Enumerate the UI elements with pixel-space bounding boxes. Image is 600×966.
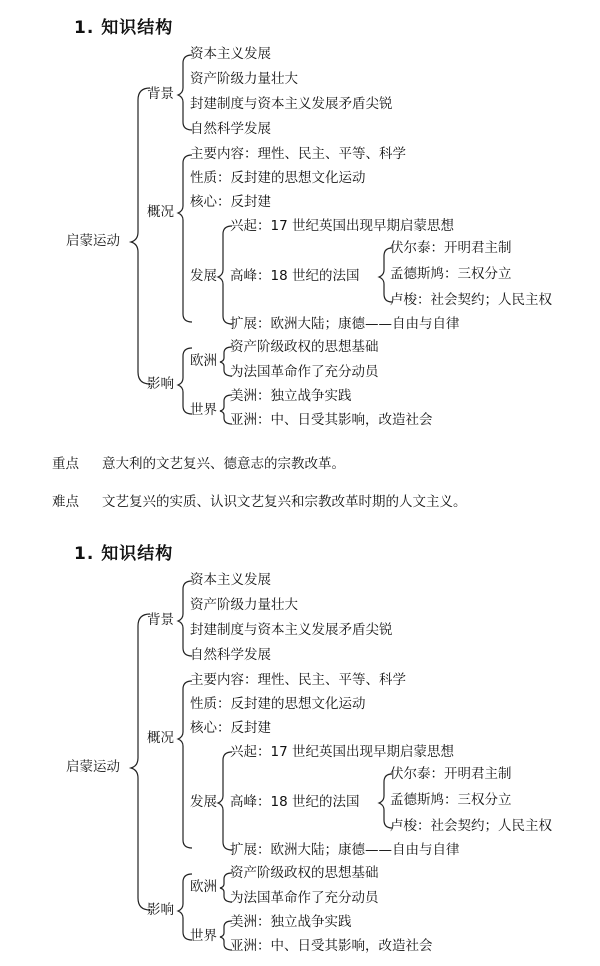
world-label: 世界 xyxy=(190,928,217,944)
root-label: 启蒙运动 xyxy=(66,233,120,249)
development-expand: 扩展：欧洲大陆；康德——自由与自律 xyxy=(230,316,460,332)
peak-item: 孟德斯鸠：三权分立 xyxy=(390,792,512,808)
peak-item: 孟德斯鸠：三权分立 xyxy=(390,266,512,282)
knowledge-structure-diagram-2 xyxy=(0,526,600,954)
development-peak-label: 高峰：18 世纪的法国 xyxy=(230,794,360,810)
europe-item: 为法国革命作了充分动员 xyxy=(230,364,379,380)
development-label: 发展 xyxy=(190,794,217,810)
background-item: 资产阶级力量壮大 xyxy=(190,71,298,87)
background-item: 资产阶级力量壮大 xyxy=(190,597,298,613)
europe-label: 欧洲 xyxy=(190,879,217,895)
development-label: 发展 xyxy=(190,268,217,284)
background-item: 自然科学发展 xyxy=(190,121,271,137)
influence-label: 影响 xyxy=(147,376,174,392)
world-item: 亚洲：中、日受其影响，改造社会 xyxy=(230,938,433,954)
world-label: 世界 xyxy=(190,402,217,418)
overview-item: 主要内容：理性、民主、平等、科学 xyxy=(190,146,406,162)
influence-label: 影响 xyxy=(147,902,174,918)
background-item: 封建制度与资本主义发展矛盾尖锐 xyxy=(190,622,393,638)
development-expand: 扩展：欧洲大陆；康德——自由与自律 xyxy=(230,842,460,858)
background-item: 资本主义发展 xyxy=(190,572,271,588)
bracket-lines xyxy=(0,0,600,420)
world-item: 美洲：独立战争实践 xyxy=(230,388,352,404)
root-label: 启蒙运动 xyxy=(66,759,120,775)
background-item: 资本主义发展 xyxy=(190,46,271,62)
overview-item: 主要内容：理性、民主、平等、科学 xyxy=(190,672,406,688)
europe-label: 欧洲 xyxy=(190,353,217,369)
development-rise: 兴起：17 世纪英国出现早期启蒙思想 xyxy=(230,218,454,234)
peak-item: 卢梭：社会契约；人民主权 xyxy=(390,818,552,834)
development-peak-label: 高峰：18 世纪的法国 xyxy=(230,268,360,284)
world-item: 美洲：独立战争实践 xyxy=(230,914,352,930)
europe-item: 资产阶级政权的思想基础 xyxy=(230,339,379,355)
knowledge-structure-diagram-1 xyxy=(0,0,600,428)
key-point-label: 重点 xyxy=(52,456,79,472)
overview-item: 核心：反封建 xyxy=(190,720,271,736)
overview-item: 性质：反封建的思想文化运动 xyxy=(190,696,366,712)
overview-label: 概况 xyxy=(147,204,174,220)
section-heading: 1. 知识结构 xyxy=(74,544,174,564)
background-label: 背景 xyxy=(147,86,174,102)
background-item: 封建制度与资本主义发展矛盾尖锐 xyxy=(190,96,393,112)
difficulty-text: 文艺复兴的实质、认识文艺复兴和宗教改革时期的人文主义。 xyxy=(102,494,467,510)
key-point-text: 意大利的文艺复兴、德意志的宗教改革。 xyxy=(102,456,345,472)
overview-label: 概况 xyxy=(147,730,174,746)
background-item: 自然科学发展 xyxy=(190,647,271,663)
development-rise: 兴起：17 世纪英国出现早期启蒙思想 xyxy=(230,744,454,760)
overview-item: 核心：反封建 xyxy=(190,194,271,210)
europe-item: 资产阶级政权的思想基础 xyxy=(230,865,379,881)
section-heading: 1. 知识结构 xyxy=(74,18,174,38)
background-label: 背景 xyxy=(147,612,174,628)
overview-item: 性质：反封建的思想文化运动 xyxy=(190,170,366,186)
peak-item: 伏尔泰：开明君主制 xyxy=(390,766,512,782)
europe-item: 为法国革命作了充分动员 xyxy=(230,890,379,906)
peak-item: 伏尔泰：开明君主制 xyxy=(390,240,512,256)
peak-item: 卢梭：社会契约；人民主权 xyxy=(390,292,552,308)
difficulty-label: 难点 xyxy=(52,494,79,510)
world-item: 亚洲：中、日受其影响，改造社会 xyxy=(230,412,433,428)
